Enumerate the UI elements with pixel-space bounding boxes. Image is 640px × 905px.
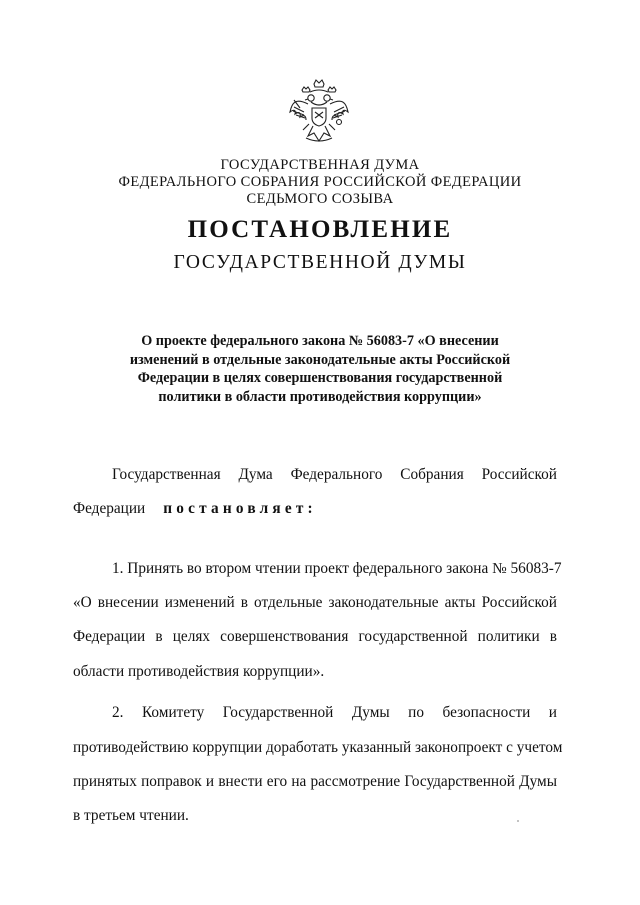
item-1-line-4: области противодействия коррупции». xyxy=(73,663,325,680)
convocation-line: СЕДЬМОГО СОЗЫВА xyxy=(246,191,394,207)
subject-line: О проекте федерального закона № 56083-7 «О внесении xyxy=(141,333,499,349)
item-2-line-1: 2. Комитету Государственной Думы по безопасности и xyxy=(112,704,557,721)
item-1-line-2: «О внесении изменений в отдельные законодательные акты Российской xyxy=(73,594,557,611)
org-name-line-2: ФЕДЕРАЛЬНОГО СОБРАНИЯ РОССИЙСКОЙ ФЕДЕРАЦИИ xyxy=(118,174,522,190)
item-2-line-3: принятых поправок и внести его на рассмотрение Государственной Думы xyxy=(73,773,557,790)
resolution-verb: постановляет: xyxy=(163,500,317,517)
item-1-line-1: 1. Принять во втором чтении проект федерального закона № 56083-7 xyxy=(112,560,562,577)
preamble-line-2 xyxy=(73,499,557,518)
scan-speck xyxy=(517,820,519,822)
coat-of-arms-icon xyxy=(286,78,352,148)
subject-line: Федерации в целях совершенствования государственной xyxy=(137,370,503,386)
item-2-line-4: в третьем чтении. xyxy=(73,807,189,824)
preamble-line-2-start: Федерации xyxy=(73,500,146,517)
preamble-line-1: Государственная Дума Федерального Собрания Российской xyxy=(112,466,557,483)
subject-line: политики в области противодействия коррупции» xyxy=(158,388,482,405)
item-2-line-2: противодействию коррупции доработать указанный законопроект с учетом xyxy=(73,739,563,756)
document-type-title: ПОСТАНОВЛЕНИЕ xyxy=(187,216,453,243)
document-subject xyxy=(110,332,530,406)
item-1-line-3: Федерации в целях совершенствования государственной политики в xyxy=(73,628,557,645)
document-issuer-subtitle: ГОСУДАРСТВЕННОЙ ДУМЫ xyxy=(173,252,467,273)
subject-line: изменений в отдельные законодательные акты Российской xyxy=(129,351,511,368)
org-name-line-1: ГОСУДАРСТВЕННАЯ ДУМА xyxy=(220,157,420,173)
